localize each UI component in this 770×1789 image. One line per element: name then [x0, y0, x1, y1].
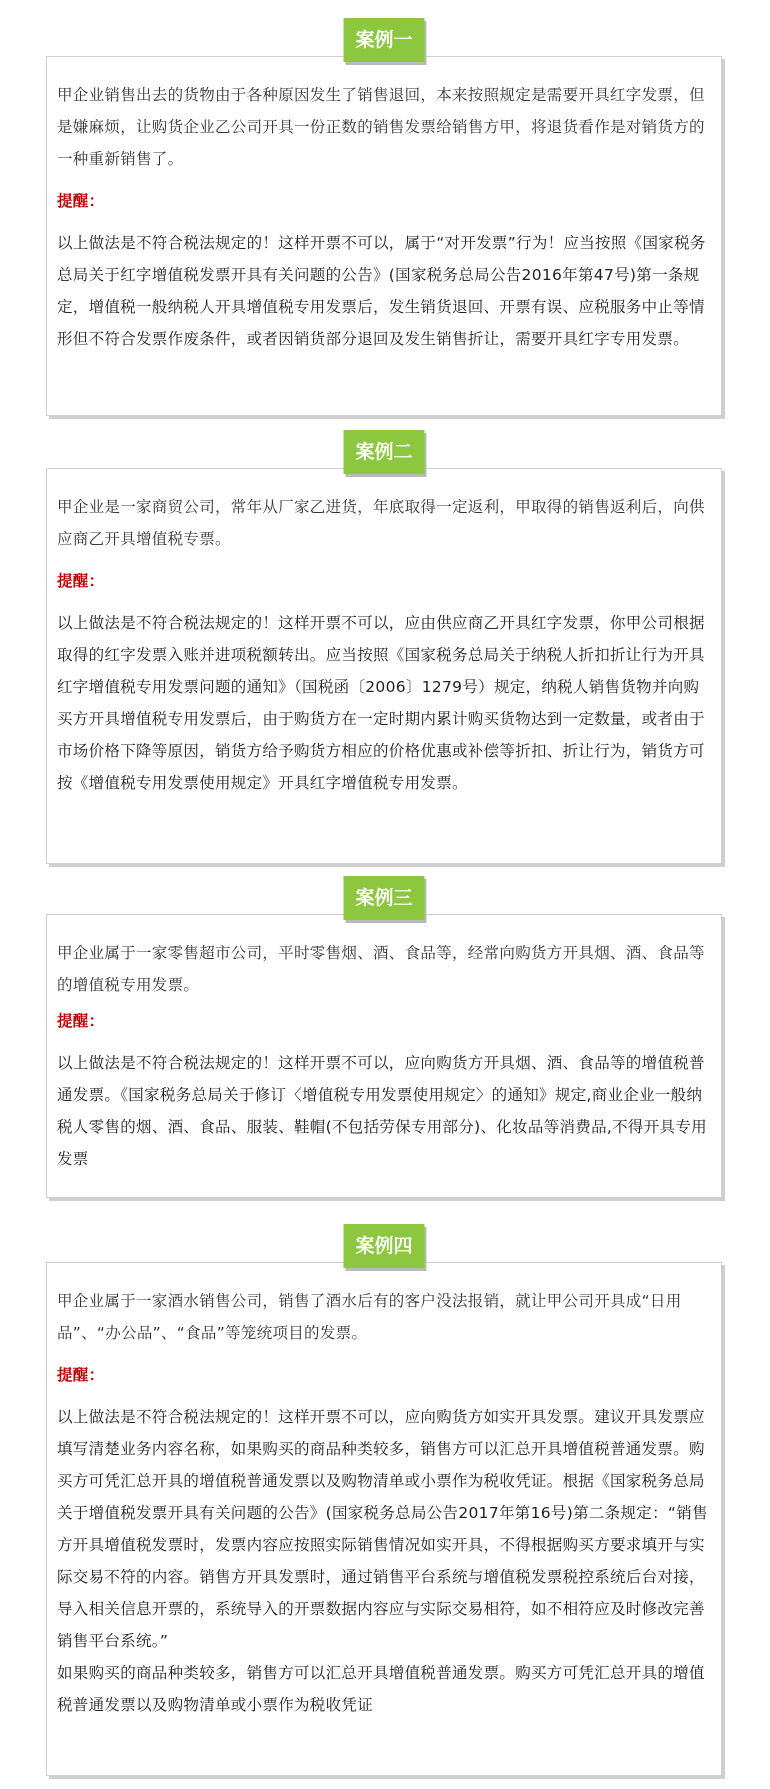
case-3-tip: 以上做法是不符合税法规定的！这样开票不可以，应向购货方开具烟、酒、食品等的增值税普通发票。《国家税务总局关于修订〈增值税专用发票使用规定〉的通知》规定,商业企业一般纳税人零售的烟、酒、食品、服装、鞋帽(不包括劳保专用部分)、化妆品等消费品,不得开具专用发票	[57, 1054, 707, 1168]
case-3	[46, 876, 722, 1206]
case-4-scenario: 甲企业属于一家酒水销售公司，销售了酒水后有的客户没法报销，就让甲公司开具成“日用品”、“办公品”、“食品”等笼统项目的发票。	[57, 1292, 682, 1342]
case-4	[46, 1224, 722, 1784]
case-1-title-badge: 案例一	[343, 18, 424, 62]
case-4-tip: 以上做法是不符合税法规定的！这样开票不可以，应向购货方如实开具发票。建议开具发票应填写清楚业务内容名称，如果购买的商品种类较多，销售方可以汇总开具增值税普通发票。购买方可凭汇总开具的增值税普通发票以及购物清单或小票作为税收凭证。根据《国家税务总局关于增值税发票开具有关问题的公告》(国家税务总局公告2017年第16号)第二条规定：“销售方开具增值税发票时，发票内容应按照实际销售情况如实开具，不得根据购买方要求填开与实际交易不符的内容。销售方开具发票时，通过销售平台系统与增值税发票税控系统后台对接，导入相关信息开票的，系统导入的开票数据内容应与实际交易相符，如不相符应及时修改完善销售平台系统。”	[57, 1408, 708, 1650]
case-1-tip: 以上做法是不符合税法规定的！这样开票不可以，属于“对开发票”行为！应当按照《国家税务总局关于红字增值税发票开具有关问题的公告》(国家税务总局公告2016年第47号)第一条规定，增值税一般纳税人开具增值税专用发票后，发生销货退回、开票有误、应税服务中止等情形但不符合发票作废条件，或者因销货部分退回及发生销售折让，需要开具红字专用发票。	[57, 234, 706, 348]
case-3-title-badge: 案例三	[343, 876, 424, 920]
case-1-box	[46, 56, 722, 416]
case-1-tip-label: 提醒：	[57, 192, 105, 210]
case-3-scenario: 甲企业属于一家零售超市公司，平时零售烟、酒、食品等，经常向购货方开具烟、酒、食品等的增值税专用发票。	[57, 944, 705, 994]
case-2-tip: 以上做法是不符合税法规定的！这样开票不可以，应由供应商乙开具红字发票，你甲公司根据取得的红字发票入账并进项税额转出。应当按照《国家税务总局关于纳税人折扣折让行为开具红字增值税专用发票问题的通知》（国税函〔2006〕1279号）规定，纳税人销售货物并向购买方开具增值税专用发票后，由于购货方在一定时期内累计购买货物达到一定数量，或者由于市场价格下降等原因，销货方给予购货方相应的价格优惠或补偿等折扣、折让行为，销货方可按《增值税专用发票使用规定》开具红字增值税专用发票。	[57, 614, 705, 792]
case-4-title-badge: 案例四	[343, 1224, 424, 1268]
case-2	[46, 430, 722, 870]
case-2-title-badge: 案例二	[343, 430, 424, 474]
case-3-tip-label: 提醒：	[57, 1012, 105, 1030]
case-2-box	[46, 468, 722, 864]
case-3-box	[46, 914, 722, 1198]
case-4-extra: 如果购买的商品种类较多，销售方可以汇总开具增值税普通发票。购买方可凭汇总开具的增值税普通发票以及购物清单或小票作为税收凭证	[57, 1664, 705, 1714]
case-1-scenario: 甲企业销售出去的货物由于各种原因发生了销售退回，本来按照规定是需要开具红字发票，但是嫌麻烦，让购货企业乙公司开具一份正数的销售发票给销售方甲，将退货看作是对销货方的一种重新销售了。	[57, 86, 705, 168]
case-2-scenario: 甲企业是一家商贸公司，常年从厂家乙进货，年底取得一定返利，甲取得的销售返利后，向供应商乙开具增值税专票。	[57, 498, 705, 548]
case-4-box	[46, 1262, 722, 1776]
case-1	[46, 18, 722, 418]
case-4-tip-label: 提醒：	[57, 1366, 105, 1384]
case-2-tip-label: 提醒：	[57, 572, 105, 590]
